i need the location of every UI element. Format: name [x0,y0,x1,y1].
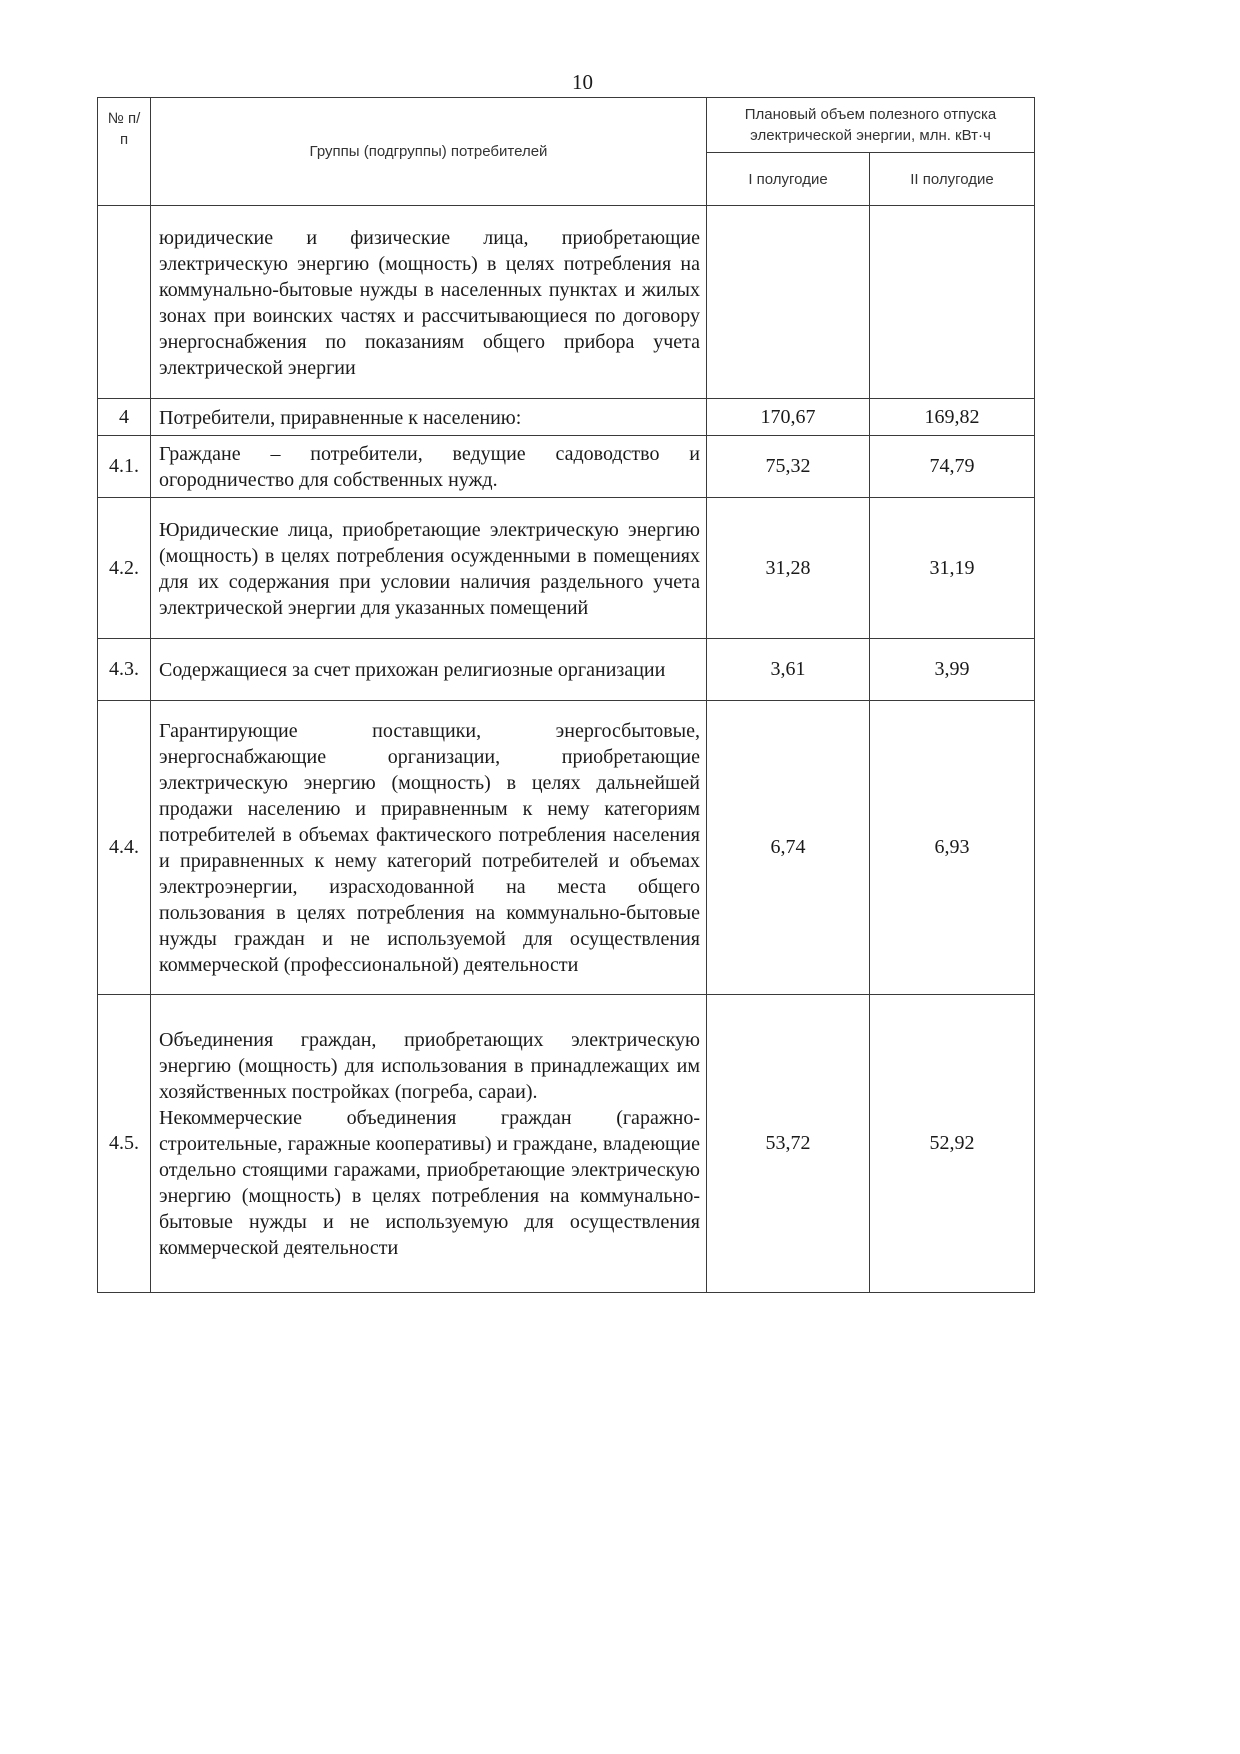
row-value-h2: 31,19 [870,498,1035,639]
consumer-volume-table [97,97,1035,1293]
row-description: юридические и физические лица, приобретающие электрическую энергию (мощность) в целях потребления на коммунально-бытовые нужды в населенных пунктах и жилых зонах при воинских частях и рассчитывающиеся по договору энергоснабжения по показаниям общего прибора учета электрической энергии [151,206,707,399]
row-description-paragraph-1: Объединения граждан, приобретающих электрическую энергию (мощность) для использования в принадлежащих им хозяйственных постройках (погреба, сараи). [159,1029,700,1103]
header-col-group: Группы (подгруппы) потребителей [151,98,707,206]
row-description: Гарантирующие поставщики, энергосбытовые, энергоснабжающие организации, приобретающие электрическую энергию (мощность) в целях дальнейшей продажи населению и приравненным к нему категориям потребителей в объемах фактического потребления населения и приравненных к нему категорий потребителей и объемах электроэнергии, израсходованной на места общего пользования в целях потребления на коммунально-бытовые нужды граждан и не используемой для осуществления коммерческой (профессиональной) деятельности [151,701,707,995]
row-number [98,206,151,399]
table-header-row [98,98,1035,153]
page-number: 10 [572,70,593,94]
header-half-year-1: I полугодие [707,153,870,206]
row-value-h2: 169,82 [870,399,1035,436]
header-col-number: № п/п [98,98,151,206]
row-description: Юридические лица, приобретающие электрическую энергию (мощность) в целях потребления осужденными в помещениях для их содержания при условии наличия раздельного учета электрической энергии для указанных помещений [151,498,707,639]
row-value-h1: 31,28 [707,498,870,639]
table-row [98,206,1035,399]
table-row [98,399,1035,436]
row-value-h1: 170,67 [707,399,870,436]
header-half-year-2: II полугодие [870,153,1035,206]
table-row [98,498,1035,639]
row-description: Граждане – потребители, ведущие садоводство и огородничество для собственных нужд. [151,436,707,498]
row-number: 4.1. [98,436,151,498]
row-number: 4.5. [98,995,151,1293]
row-value-h2: 6,93 [870,701,1035,995]
row-description: Потребители, приравненные к населению: [151,399,707,436]
row-value-h1: 75,32 [707,436,870,498]
row-value-h1: 3,61 [707,639,870,701]
row-value-h2 [870,206,1035,399]
row-value-h2: 3,99 [870,639,1035,701]
row-value-h2: 74,79 [870,436,1035,498]
row-value-h1: 6,74 [707,701,870,995]
row-number: 4.2. [98,498,151,639]
row-value-h1: 53,72 [707,995,870,1293]
row-number: 4 [98,399,151,436]
row-number: 4.3. [98,639,151,701]
table-row [98,639,1035,701]
header-col-volume: Плановый объем полезного отпуска электрической энергии, млн. кВт·ч [707,98,1035,153]
table-row [98,701,1035,995]
row-value-h1 [707,206,870,399]
row-number: 4.4. [98,701,151,995]
row-description [151,995,707,1293]
row-description-paragraph-2: Некоммерческие объединения граждан (гаражно-строительные, гаражные кооперативы) и граждане, владеющие отдельно стоящими гаражами, приобретающие электрическую энергию (мощность) в целях потребления на коммунально-бытовые нужды и не используемую для осуществления коммерческой деятельности [159,1107,700,1259]
row-description: Содержащиеся за счет прихожан религиозные организации [151,639,707,701]
table-row [98,436,1035,498]
row-value-h2: 52,92 [870,995,1035,1293]
table-row [98,995,1035,1293]
